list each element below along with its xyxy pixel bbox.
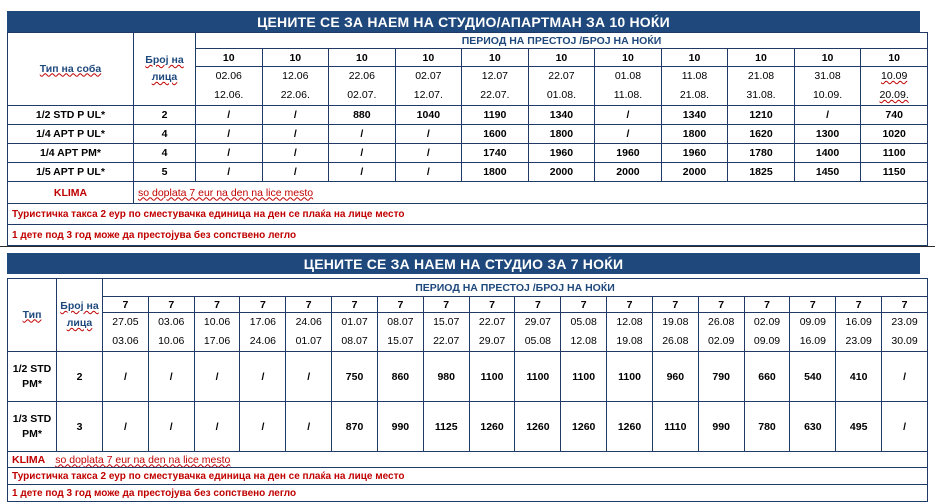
date-range-cell [607, 313, 653, 352]
price-cell: / [595, 106, 662, 125]
price-cell: 1825 [728, 163, 795, 182]
nights-cell: 7 [744, 297, 790, 313]
nights-cell: 7 [882, 297, 928, 313]
nights-cell: 7 [469, 297, 515, 313]
date-to: 05.08 [524, 335, 551, 347]
nights-cell: 7 [148, 297, 194, 313]
date-from: 01.08 [614, 70, 642, 82]
price-cell: / [329, 125, 396, 144]
date-from: 19.08 [662, 316, 689, 328]
price-cell: 740 [861, 106, 928, 125]
date-range-cell [652, 313, 698, 352]
date-range-cell [595, 67, 662, 106]
date-range-cell [790, 313, 836, 352]
child-note: 1 дете под 3 год може да престојува без сопствено легло [8, 485, 928, 502]
price-cell: / [103, 352, 149, 402]
price-cell: 1210 [728, 106, 795, 125]
date-to: 01.07 [295, 335, 322, 347]
date-to: 10.09. [812, 89, 843, 101]
price-cell: 880 [329, 106, 396, 125]
price-cell: / [595, 125, 662, 144]
date-range-cell [661, 67, 728, 106]
date-to: 11.08. [613, 89, 643, 101]
date-range-cell [194, 313, 240, 352]
table-row [8, 163, 928, 182]
date-range-cell [423, 313, 469, 352]
date-range-cell [794, 67, 861, 106]
price-cell: 1780 [728, 144, 795, 163]
price-cell: 1260 [469, 402, 515, 452]
price-cell: / [148, 402, 194, 452]
price-cell: 870 [332, 402, 378, 452]
date-from: 15.07 [433, 316, 460, 328]
price-cell: 1150 [861, 163, 928, 182]
persons-cell: 3 [57, 402, 103, 452]
date-to: 01.08. [546, 89, 577, 101]
nights-cell: 10 [595, 49, 662, 67]
tourist-tax-note: Туристичка такса 2 еур по сместувачка единица на ден се плаќа на лице место [8, 204, 928, 225]
persons-cell: 2 [134, 106, 196, 125]
nights-cell: 7 [607, 297, 653, 313]
tourist-tax-note: Туристичка такса 2 еур по сместувачка единица на ден се плаќа на лице место [8, 468, 928, 485]
nights-cell: 7 [515, 297, 561, 313]
price-cell: / [286, 352, 332, 402]
price-cell: 960 [652, 352, 698, 402]
child-note-row [8, 485, 928, 502]
date-from: 02.07 [415, 70, 442, 82]
price-cell: 1125 [423, 402, 469, 452]
price-cell: 1100 [561, 352, 607, 402]
date-from: 02.06 [215, 70, 242, 82]
price-cell: 750 [332, 352, 378, 402]
nights-cell: 7 [377, 297, 423, 313]
price-cell: / [196, 144, 263, 163]
nights-cell: 7 [561, 297, 607, 313]
nights-cell: 10 [395, 49, 462, 67]
price-cell: / [395, 163, 462, 182]
price-table-10-nights [7, 32, 928, 246]
date-to: 12.07. [413, 89, 443, 101]
nights-cell: 10 [794, 49, 861, 67]
room-type-header [8, 279, 57, 352]
price-cell: 1100 [861, 144, 928, 163]
date-to: 21.08. [679, 89, 710, 101]
nights-cell: 7 [332, 297, 378, 313]
date-to: 23.09 [845, 335, 872, 347]
price-cell: 1800 [528, 125, 595, 144]
date-to: 30.09 [891, 335, 918, 347]
price-cell: 1110 [652, 402, 698, 452]
date-range-cell [395, 67, 462, 106]
date-range-cell [728, 67, 795, 106]
price-cell: 790 [698, 352, 744, 402]
price-cell: / [196, 163, 263, 182]
price-cell: 495 [836, 402, 882, 452]
date-from: 26.08 [708, 316, 735, 328]
nights-cell: 10 [262, 49, 329, 67]
date-from: 08.07 [387, 316, 414, 328]
date-from: 22.07 [478, 316, 506, 328]
nights-cell: 7 [103, 297, 149, 313]
price-cell: / [262, 163, 329, 182]
nights-cell: 7 [423, 297, 469, 313]
date-to: 12.08 [570, 335, 597, 347]
price-cell: 1100 [469, 352, 515, 402]
date-from: 24.06 [295, 316, 322, 328]
price-cell: 1260 [515, 402, 561, 452]
date-from: 22.07 [548, 70, 575, 82]
room-type-cell: 1/2 STD PM* [8, 352, 57, 402]
klima-row [8, 182, 928, 204]
date-from: 02.09 [753, 316, 781, 328]
room-type-header-text: Тип [22, 308, 42, 321]
date-to: 24.06 [249, 335, 277, 347]
nights-cell: 7 [836, 297, 882, 313]
date-range-cell [240, 313, 286, 352]
date-to: 09.09 [753, 335, 781, 347]
price-cell: 1450 [794, 163, 861, 182]
nights-cell: 7 [286, 297, 332, 313]
price-cell: 860 [377, 352, 423, 402]
tourist-tax-row [8, 468, 928, 485]
price-cell: 1620 [728, 125, 795, 144]
price-cell: 1040 [395, 106, 462, 125]
klima-label: KLIMA [8, 182, 134, 204]
price-cell: 1260 [561, 402, 607, 452]
date-range-cell [332, 313, 378, 352]
table2-title: ЦЕНИТЕ СЕ ЗА НАЕМ НА СТУДИО ЗА 7 НОЌИ [7, 253, 920, 274]
price-cell: 980 [423, 352, 469, 402]
room-type-cell: 1/5 APT P UL* [8, 163, 134, 182]
price-cell: / [194, 402, 240, 452]
price-cell: / [262, 144, 329, 163]
date-to: 02.07. [347, 89, 377, 101]
price-cell: 2000 [528, 163, 595, 182]
section-divider [0, 246, 935, 247]
nights-cell: 7 [698, 297, 744, 313]
klima-note [134, 182, 928, 204]
price-cell: / [103, 402, 149, 452]
date-to: 16.09 [799, 335, 826, 347]
date-from: 29.07 [524, 316, 551, 328]
date-from: 12.07 [481, 70, 509, 82]
table-row [8, 106, 928, 125]
period-header: ПЕРИОД НА ПРЕСТОЈ /БРОЈ НА НОЌИ [196, 33, 928, 49]
price-cell: / [240, 352, 286, 402]
date-range-cell [469, 313, 515, 352]
date-to: 29.07 [478, 335, 506, 347]
room-type-cell: 1/2 STD P UL* [8, 106, 134, 125]
date-to: 02.09 [708, 335, 735, 347]
klima-row [8, 452, 928, 468]
persons-cell: 2 [57, 352, 103, 402]
date-from: 22.06 [348, 70, 375, 82]
room-type-cell: 1/4 APT PM* [8, 144, 134, 163]
date-to: 26.08 [662, 335, 689, 347]
date-from: 31.08 [814, 70, 841, 82]
price-cell: 2000 [661, 163, 728, 182]
room-type-header [8, 33, 134, 106]
table-row [8, 352, 928, 402]
price-cell: 1800 [462, 163, 529, 182]
nights-cell: 10 [728, 49, 795, 67]
price-cell: / [882, 402, 928, 452]
price-cell: / [286, 402, 332, 452]
table-row [8, 402, 928, 452]
nights-cell: 10 [196, 49, 263, 67]
persons-header [134, 33, 196, 106]
price-cell: 1260 [607, 402, 653, 452]
dates-row [8, 313, 928, 352]
price-cell: 1020 [861, 125, 928, 144]
price-cell: / [148, 352, 194, 402]
price-cell: 990 [698, 402, 744, 452]
date-to: 15.07 [387, 335, 414, 347]
price-cell: / [329, 163, 396, 182]
price-cell: 2000 [595, 163, 662, 182]
klima-note-text: so doplata 7 eur na den na lice mesto [138, 186, 314, 199]
price-cell: / [794, 106, 861, 125]
room-type-cell: 1/4 APT P UL* [8, 125, 134, 144]
price-cell: 1960 [595, 144, 662, 163]
table-row [8, 125, 928, 144]
date-to: 22.07. [480, 89, 510, 101]
table-row [8, 144, 928, 163]
date-from: 27.05 [112, 316, 139, 328]
date-from: 10.06 [203, 316, 231, 328]
price-cell: / [240, 402, 286, 452]
date-range-cell [329, 67, 396, 106]
date-from: 23.09 [891, 316, 918, 328]
price-cell: 1340 [661, 106, 728, 125]
nights-cell: 10 [329, 49, 396, 67]
nights-cell: 7 [652, 297, 698, 313]
date-from: 12.06 [282, 70, 309, 82]
room-type-header-text: Тип на соба [39, 62, 102, 75]
price-cell: 1960 [661, 144, 728, 163]
date-range-cell [836, 313, 882, 352]
date-range-cell [744, 313, 790, 352]
date-from: 12.08 [616, 316, 643, 328]
date-from: 17.06 [249, 316, 277, 328]
price-cell: 1300 [794, 125, 861, 144]
price-cell: / [882, 352, 928, 402]
date-to: 22.07 [433, 335, 460, 347]
price-cell: 1100 [607, 352, 653, 402]
date-to: 22.06. [280, 89, 310, 101]
date-to: 08.07 [341, 335, 368, 347]
price-cell: / [196, 125, 263, 144]
date-range-cell [882, 313, 928, 352]
header-row [8, 279, 928, 297]
price-cell: / [329, 144, 396, 163]
nights-row [8, 297, 928, 313]
price-cell: 1400 [794, 144, 861, 163]
price-cell: 1600 [462, 125, 529, 144]
price-cell: 1740 [462, 144, 529, 163]
date-range-cell [103, 313, 149, 352]
date-from: 09.09 [799, 316, 826, 328]
klima-note [8, 452, 928, 468]
header-row [8, 33, 928, 49]
persons-cell: 4 [134, 125, 196, 144]
price-cell: / [196, 106, 263, 125]
klima-label: KLIMA [12, 453, 46, 466]
room-type-cell: 1/3 STD PM* [8, 402, 57, 452]
date-from: 05.08 [570, 316, 597, 328]
price-cell: 1190 [462, 106, 529, 125]
price-cell: 780 [744, 402, 790, 452]
persons-header-text: Број на лица [145, 54, 184, 83]
price-cell: 990 [377, 402, 423, 452]
table1-title: ЦЕНИТЕ СЕ ЗА НАЕМ НА СТУДИО/АПАРТМАН ЗА 10 НОЌИ [7, 11, 920, 32]
nights-cell: 7 [790, 297, 836, 313]
nights-cell: 10 [661, 49, 728, 67]
date-range-cell [148, 313, 194, 352]
nights-cell: 7 [194, 297, 240, 313]
price-cell: / [395, 125, 462, 144]
date-from: 16.09 [845, 316, 872, 328]
price-cell: 660 [744, 352, 790, 402]
tourist-tax-row [8, 204, 928, 225]
date-to: 19.08 [616, 335, 643, 347]
date-range-cell [286, 313, 332, 352]
date-range-cell [196, 67, 263, 106]
persons-cell: 5 [134, 163, 196, 182]
price-cell: 540 [790, 352, 836, 402]
nights-cell: 10 [462, 49, 529, 67]
period-header: ПЕРИОД НА ПРЕСТОЈ /БРОЈ НА НОЌИ [103, 279, 928, 297]
klima-note-text: so doplata 7 eur na den na lice mesto [55, 453, 231, 466]
child-note: 1 дете под 3 год може да престојува без сопствено легло [8, 225, 928, 246]
date-from: 11.08 [681, 70, 708, 82]
date-to: 31.08. [746, 89, 776, 101]
date-range-cell [377, 313, 423, 352]
date-range-cell [561, 313, 607, 352]
price-cell: / [194, 352, 240, 402]
date-to: 20.09. [879, 89, 909, 101]
nights-cell: 10 [861, 49, 928, 67]
date-to: 10.06 [158, 335, 185, 347]
price-cell: 410 [836, 352, 882, 402]
date-from: 01.07 [341, 316, 368, 328]
persons-cell: 4 [134, 144, 196, 163]
price-cell: / [395, 144, 462, 163]
persons-header [57, 279, 103, 352]
nights-cell: 10 [528, 49, 595, 67]
date-to: 17.06 [203, 335, 231, 347]
price-cell: / [262, 125, 329, 144]
date-range-cell [515, 313, 561, 352]
price-table-7-nights [7, 278, 928, 502]
nights-cell: 7 [240, 297, 286, 313]
price-cell: 1100 [515, 352, 561, 402]
price-cell: 1800 [661, 125, 728, 144]
date-to: 12.06. [214, 89, 244, 101]
child-note-row [8, 225, 928, 246]
date-range-cell [861, 67, 928, 106]
price-cell: 1960 [528, 144, 595, 163]
date-range-cell [698, 313, 744, 352]
date-range-cell [262, 67, 329, 106]
date-range-cell [528, 67, 595, 106]
persons-header-text: Број на лица [60, 300, 99, 329]
price-cell: 630 [790, 402, 836, 452]
price-cell: 1340 [528, 106, 595, 125]
date-range-cell [462, 67, 529, 106]
price-cell: / [262, 106, 329, 125]
date-from: 10.09 [881, 70, 908, 82]
date-from: 21.08 [747, 70, 775, 82]
date-to: 03.06 [112, 335, 139, 347]
date-from: 03.06 [158, 316, 185, 328]
